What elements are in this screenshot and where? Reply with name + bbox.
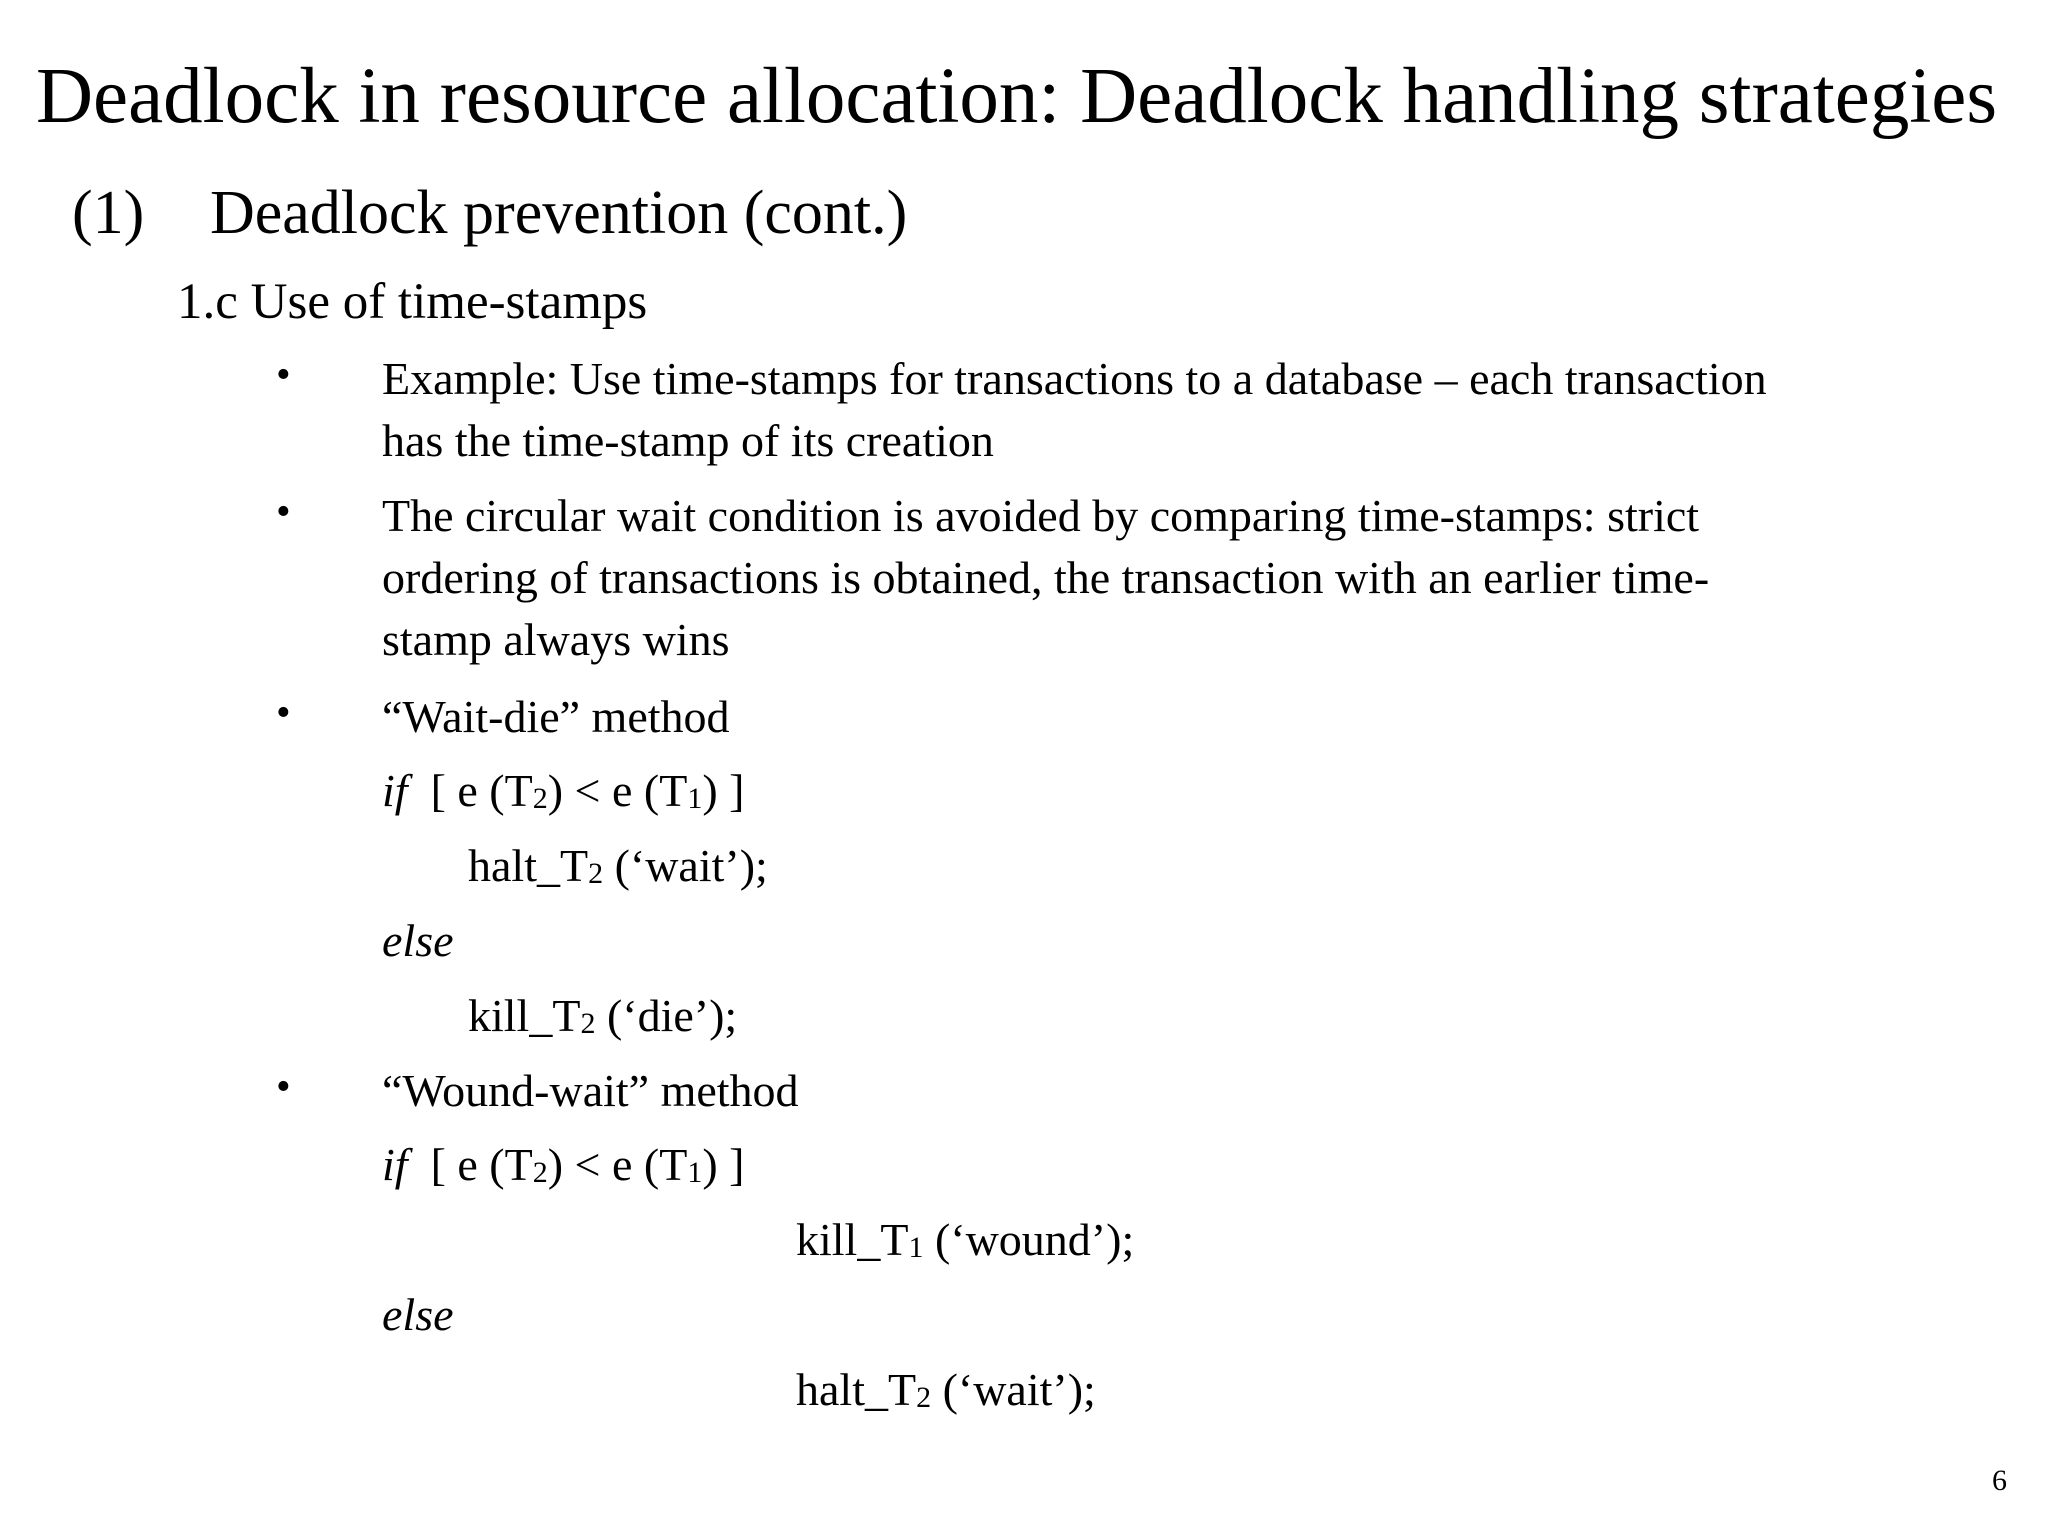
wait-die-halt-line xyxy=(468,840,768,891)
subscript: 2 xyxy=(916,1381,932,1414)
bullet-2-line-1: The circular wait condition is avoided by comparing time-stamps: strict xyxy=(382,490,1700,541)
statement-prefix: kill_T xyxy=(468,990,581,1041)
statement-prefix: halt_T xyxy=(468,840,589,891)
subscript: 2 xyxy=(588,857,604,890)
bullet-marker: • xyxy=(276,489,291,535)
bullet-1-line-2: has the time-stamp of its creation xyxy=(382,415,994,466)
statement-suffix: (‘wound’); xyxy=(923,1214,1135,1265)
keyword-if: if xyxy=(382,765,408,816)
keyword-if: if xyxy=(382,1139,408,1190)
statement-prefix: halt_T xyxy=(796,1364,917,1415)
bullet-4-line-1: “Wound-wait” method xyxy=(382,1065,799,1116)
condition-mid: ) < e (T xyxy=(547,1139,688,1190)
subscript: 2 xyxy=(532,1156,548,1189)
condition-mid: ) < e (T xyxy=(547,765,688,816)
heading-number: (1) xyxy=(72,179,145,247)
bullet-marker: • xyxy=(276,1064,291,1110)
bullet-marker: • xyxy=(276,352,291,398)
wound-wait-kill-line xyxy=(796,1214,1135,1265)
bullet-3-line-1: “Wait-die” method xyxy=(382,691,730,742)
statement-suffix: (‘wait’); xyxy=(931,1364,1096,1415)
wait-die-if-line xyxy=(382,765,745,816)
subscript: 1 xyxy=(908,1231,924,1264)
wound-wait-if-line xyxy=(382,1139,745,1190)
keyword-else: else xyxy=(382,1289,454,1340)
page-number: 6 xyxy=(1992,1464,2007,1497)
statement-suffix: (‘die’); xyxy=(595,990,738,1041)
subheading: 1.c Use of time-stamps xyxy=(177,274,648,330)
bullet-2-line-3: stamp always wins xyxy=(382,614,730,665)
bullet-1-line-1: Example: Use time-stamps for transactions to a database – each transaction xyxy=(382,353,1767,404)
slide-title: Deadlock in resource allocation: Deadlock handling strategies xyxy=(36,53,1998,140)
subscript: 1 xyxy=(687,1156,703,1189)
subscript: 2 xyxy=(532,782,548,815)
condition-open: [ e (T xyxy=(430,765,533,816)
wound-wait-halt-line xyxy=(796,1364,1096,1415)
bullet-2-line-2: ordering of transactions is obtained, the transaction with an earlier time- xyxy=(382,552,1710,603)
wait-die-kill-line xyxy=(468,990,738,1041)
statement-prefix: kill_T xyxy=(796,1214,909,1265)
statement-suffix: (‘wait’); xyxy=(603,840,768,891)
subscript: 2 xyxy=(580,1007,596,1040)
condition-close: ) ] xyxy=(702,1139,745,1190)
bullet-marker: • xyxy=(276,690,291,736)
condition-open: [ e (T xyxy=(430,1139,533,1190)
condition-close: ) ] xyxy=(702,765,745,816)
keyword-else: else xyxy=(382,915,454,966)
subscript: 1 xyxy=(687,782,703,815)
heading-text: Deadlock prevention (cont.) xyxy=(210,179,908,247)
